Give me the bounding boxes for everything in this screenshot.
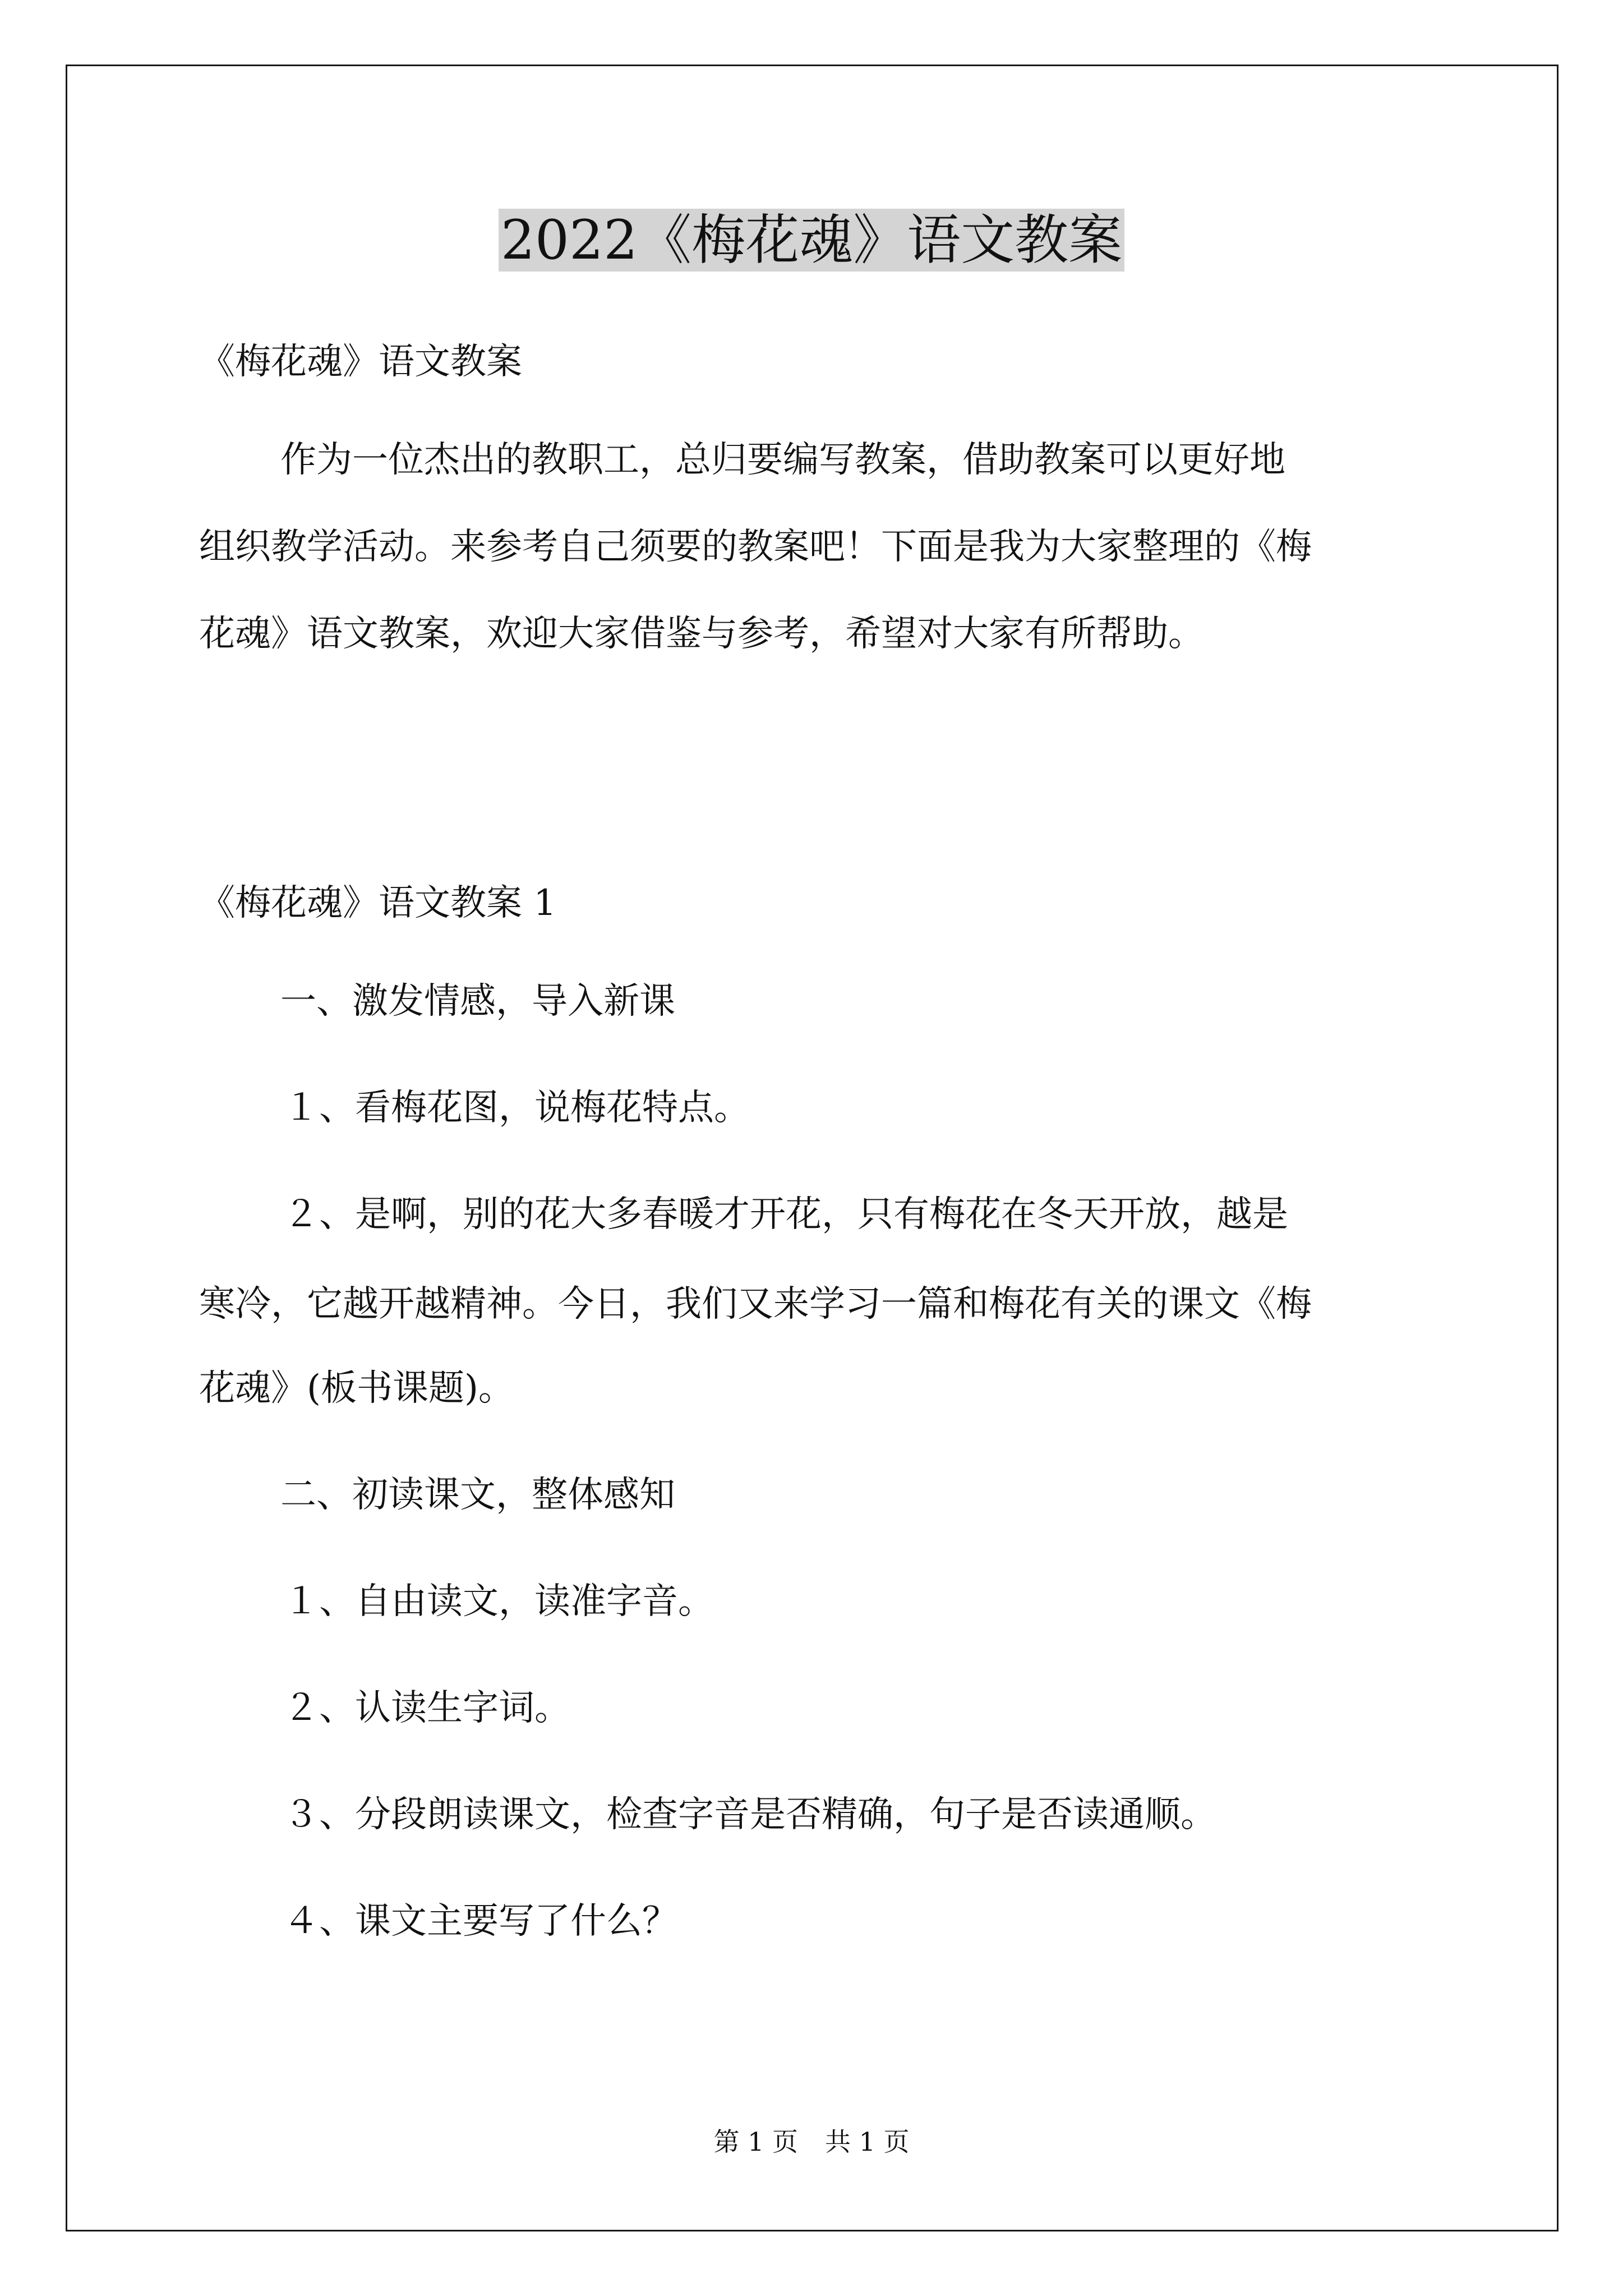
- part2-heading: 二、初读课文，整体感知: [280, 1474, 675, 1516]
- page-footer: [0, 2125, 1623, 2159]
- part1-item-2-line-1: ２、是啊，别的花大多春暖才开花，只有梅花在冬天开放，越是: [283, 1194, 1288, 1235]
- intro-line-3: 花魂》语文教案，欢迎大家借鉴与参考，希望对大家有所帮助。: [199, 613, 1204, 655]
- part2-item-1: １、自由读文，读准字音。: [283, 1581, 714, 1622]
- section-heading: 《梅花魂》语文教案 1: [199, 882, 557, 924]
- part2-item-2: ２、认读生字词。: [283, 1687, 570, 1729]
- document-title-text: 2022《梅花魂》语文教案: [499, 209, 1124, 272]
- subtitle: 《梅花魂》语文教案: [199, 341, 522, 383]
- page-total: 共 1 页: [825, 2127, 910, 2157]
- part2-item-4: ４、课文主要写了什么？: [283, 1901, 678, 1942]
- intro-line-1: 作为一位杰出的教职工，总归要编写教案，借助教案可以更好地: [280, 439, 1285, 481]
- part1-item-2-line-3: 花魂》(板书课题)。: [199, 1368, 514, 1409]
- part1-heading: 一、激发情感，导入新课: [280, 981, 675, 1022]
- part1-item-2-line-2: 寒冷，它越开越精神。今日，我们又来学习一篇和梅花有关的课文《梅: [199, 1283, 1312, 1325]
- intro-line-2: 组织教学活动。来参考自己须要的教案吧！下面是我为大家整理的《梅: [199, 526, 1312, 568]
- part2-item-3: ３、分段朗读课文，检查字音是否精确，句子是否读通顺。: [283, 1794, 1216, 1835]
- page-number: 第 1 页: [713, 2127, 798, 2157]
- part1-item-1: １、看梅花图，说梅花特点。: [283, 1087, 750, 1129]
- document-title: [0, 201, 1623, 279]
